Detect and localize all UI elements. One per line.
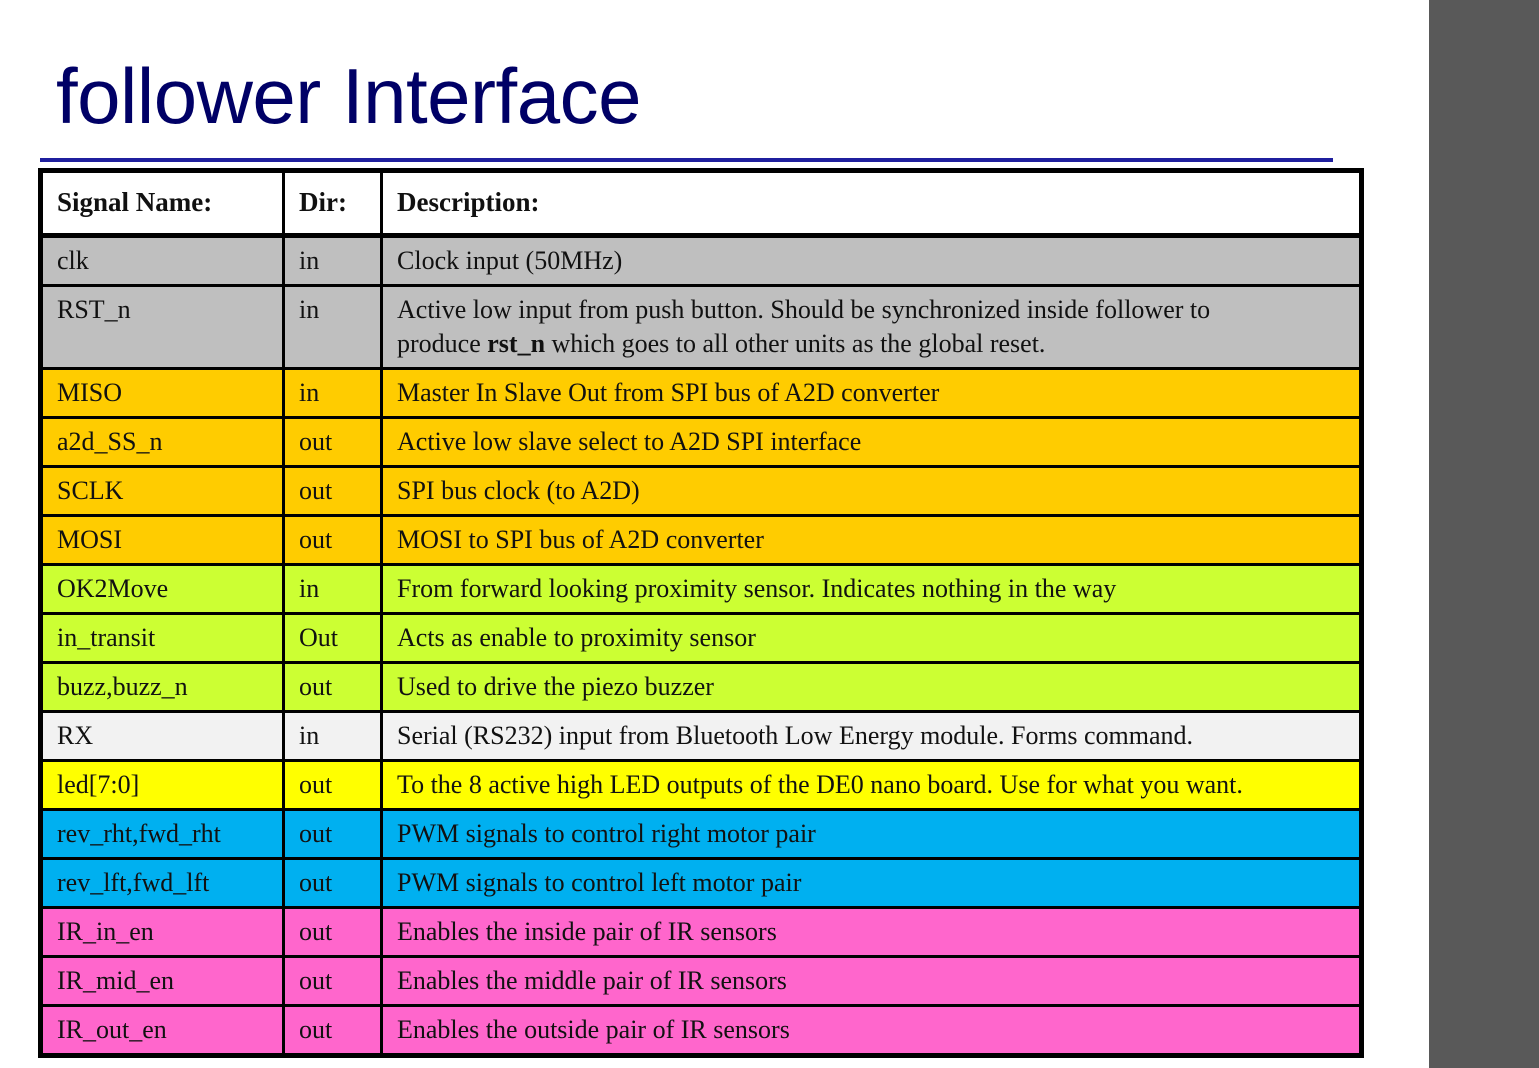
description-cell: To the 8 active high LED outputs of the DE0 nano board. Use for what you want. bbox=[382, 761, 1362, 810]
signal-name-cell: clk bbox=[41, 236, 284, 286]
description-line-1: Active low input from push button. Should be synchronized inside follower to bbox=[397, 295, 1211, 324]
description-cell: Master In Slave Out from SPI bus of A2D converter bbox=[382, 369, 1362, 418]
description-cell: MOSI to SPI bus of A2D converter bbox=[382, 516, 1362, 565]
signal-name-cell: MOSI bbox=[41, 516, 284, 565]
table-row bbox=[41, 418, 1362, 467]
direction-cell: in bbox=[284, 286, 382, 369]
signal-name-cell: rev_lft,fwd_lft bbox=[41, 859, 284, 908]
direction-cell: out bbox=[284, 467, 382, 516]
description-cell bbox=[382, 286, 1362, 369]
table-row bbox=[41, 467, 1362, 516]
slide-title: follower Interface bbox=[56, 52, 641, 140]
header-signal-name: Signal Name: bbox=[41, 171, 284, 236]
table-row bbox=[41, 614, 1362, 663]
description-cell: Enables the middle pair of IR sensors bbox=[382, 957, 1362, 1006]
table-row bbox=[41, 369, 1362, 418]
table-row bbox=[41, 810, 1362, 859]
table-row bbox=[41, 712, 1362, 761]
table-row bbox=[41, 663, 1362, 712]
table-row bbox=[41, 236, 1362, 286]
table-row bbox=[41, 565, 1362, 614]
direction-cell: out bbox=[284, 418, 382, 467]
description-line-2-post: which goes to all other units as the global reset. bbox=[545, 329, 1046, 358]
signal-name-cell: IR_out_en bbox=[41, 1006, 284, 1056]
signal-name-cell: buzz,buzz_n bbox=[41, 663, 284, 712]
description-bold-signal: rst_n bbox=[487, 329, 546, 358]
signal-name-cell: in_transit bbox=[41, 614, 284, 663]
signal-name-cell: IR_mid_en bbox=[41, 957, 284, 1006]
direction-cell: in bbox=[284, 236, 382, 286]
direction-cell: in bbox=[284, 712, 382, 761]
header-direction: Dir: bbox=[284, 171, 382, 236]
direction-cell: out bbox=[284, 761, 382, 810]
table-row bbox=[41, 516, 1362, 565]
description-cell: PWM signals to control left motor pair bbox=[382, 859, 1362, 908]
table-row bbox=[41, 957, 1362, 1006]
slide-side-bar bbox=[1429, 0, 1539, 1068]
table-header-row bbox=[41, 171, 1362, 236]
description-cell: From forward looking proximity sensor. Indicates nothing in the way bbox=[382, 565, 1362, 614]
header-description: Description: bbox=[382, 171, 1362, 236]
description-cell: Used to drive the piezo buzzer bbox=[382, 663, 1362, 712]
direction-cell: out bbox=[284, 1006, 382, 1056]
signal-name-cell: rev_rht,fwd_rht bbox=[41, 810, 284, 859]
direction-cell: in bbox=[284, 565, 382, 614]
direction-cell: out bbox=[284, 957, 382, 1006]
description-line-2-pre: produce bbox=[397, 329, 488, 358]
direction-cell: out bbox=[284, 663, 382, 712]
signal-name-cell: OK2Move bbox=[41, 565, 284, 614]
direction-cell: out bbox=[284, 810, 382, 859]
description-cell: Serial (RS232) input from Bluetooth Low Energy module. Forms command. bbox=[382, 712, 1362, 761]
table-row bbox=[41, 1006, 1362, 1056]
description-cell: Enables the outside pair of IR sensors bbox=[382, 1006, 1362, 1056]
signal-name-cell: a2d_SS_n bbox=[41, 418, 284, 467]
signal-table bbox=[38, 168, 1364, 1058]
signal-name-cell: RST_n bbox=[41, 286, 284, 369]
description-cell: SPI bus clock (to A2D) bbox=[382, 467, 1362, 516]
direction-cell: in bbox=[284, 369, 382, 418]
signal-name-cell: MISO bbox=[41, 369, 284, 418]
description-cell: Enables the inside pair of IR sensors bbox=[382, 908, 1362, 957]
description-cell: Acts as enable to proximity sensor bbox=[382, 614, 1362, 663]
direction-cell: out bbox=[284, 516, 382, 565]
description-cell: Active low slave select to A2D SPI interface bbox=[382, 418, 1362, 467]
description-cell: PWM signals to control right motor pair bbox=[382, 810, 1362, 859]
signal-name-cell: led[7:0] bbox=[41, 761, 284, 810]
signal-name-cell: IR_in_en bbox=[41, 908, 284, 957]
signal-name-cell: SCLK bbox=[41, 467, 284, 516]
table-row bbox=[41, 908, 1362, 957]
signal-name-cell: RX bbox=[41, 712, 284, 761]
title-underline bbox=[40, 158, 1333, 162]
direction-cell: out bbox=[284, 859, 382, 908]
table-row bbox=[41, 286, 1362, 369]
direction-cell: Out bbox=[284, 614, 382, 663]
table-row bbox=[41, 859, 1362, 908]
table-row bbox=[41, 761, 1362, 810]
direction-cell: out bbox=[284, 908, 382, 957]
description-cell: Clock input (50MHz) bbox=[382, 236, 1362, 286]
